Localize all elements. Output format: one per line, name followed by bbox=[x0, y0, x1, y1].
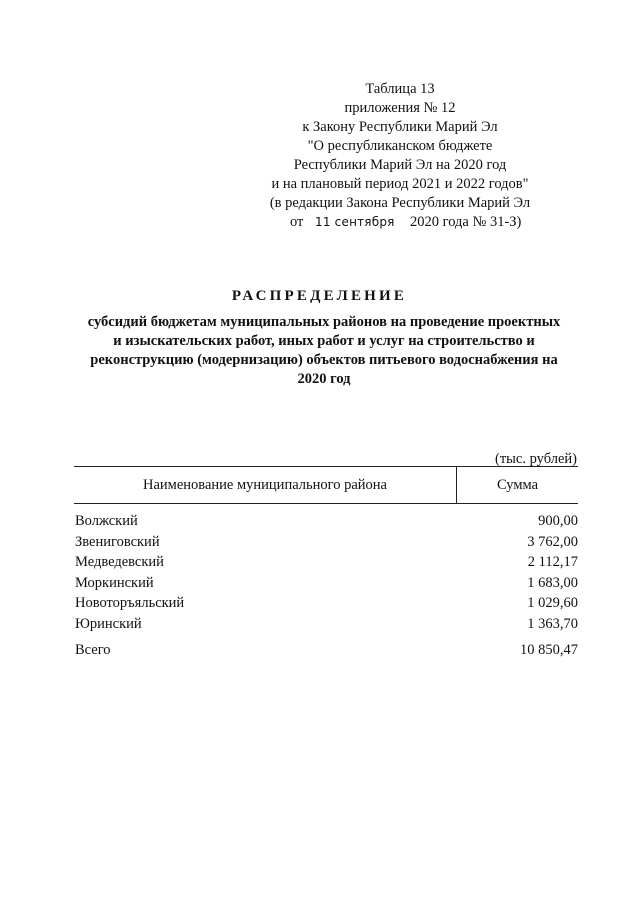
subtitle-line-1: субсидий бюджетам муниципальных районов на проведение проектных bbox=[87, 314, 561, 330]
units-label: (тыс. рублей) bbox=[495, 451, 577, 467]
table-row bbox=[75, 532, 578, 553]
law-reference: к Закону Республики Марий Эл bbox=[302, 119, 498, 135]
table-row bbox=[75, 614, 578, 635]
total-sum: 10 850,47 bbox=[520, 642, 578, 658]
table-header bbox=[74, 466, 578, 504]
date-handwritten: 11 сентября bbox=[315, 215, 395, 229]
document-title: РАСПРЕДЕЛЕНИЕ bbox=[231, 288, 408, 304]
district-name: Звениговский bbox=[75, 533, 160, 550]
district-name: Новоторъяльский bbox=[75, 595, 185, 611]
table-row bbox=[75, 552, 578, 573]
district-name: Моркинский bbox=[75, 574, 154, 591]
district-sum: 1 029,60 bbox=[527, 595, 578, 611]
total-label: Всего bbox=[75, 642, 111, 658]
district-sum: 900,00 bbox=[538, 513, 578, 529]
document-subtitle bbox=[70, 313, 578, 389]
date-prefix: от bbox=[290, 214, 304, 230]
law-title-line-3: и на плановый период 2021 и 2022 годов" bbox=[271, 176, 529, 192]
district-sum: 1 363,70 bbox=[527, 615, 578, 632]
revision-note: (в редакции Закона Республики Марий Эл bbox=[269, 195, 531, 211]
district-name: Юринский bbox=[75, 615, 142, 632]
column-header-sum: Сумма bbox=[496, 477, 539, 493]
table-row bbox=[75, 511, 578, 532]
district-name: Волжский bbox=[75, 513, 138, 529]
date-suffix: 2020 года № 31-З) bbox=[410, 214, 522, 230]
table-total-row bbox=[75, 640, 578, 661]
law-title-line-1: "О республиканском бюджете bbox=[307, 138, 493, 154]
district-sum: 1 683,00 bbox=[527, 574, 578, 591]
column-header-name: Наименование муниципального района bbox=[74, 467, 457, 503]
table-body bbox=[75, 511, 578, 661]
subtitle-line-4: 2020 год bbox=[297, 371, 351, 387]
district-sum: 2 112,17 bbox=[527, 554, 578, 570]
district-sum: 3 762,00 bbox=[527, 533, 578, 550]
subtitle-line-3: реконструкцию (модернизацию) объектов питьевого водоснабжения на bbox=[90, 352, 558, 368]
table-row bbox=[75, 573, 578, 594]
document-header bbox=[240, 80, 560, 232]
appendix-number: приложения № 12 bbox=[344, 100, 456, 116]
revision-date-line bbox=[240, 213, 560, 232]
law-title-line-2: Республики Марий Эл на 2020 год bbox=[293, 157, 507, 173]
table-row bbox=[75, 593, 578, 614]
district-name: Медведевский bbox=[75, 554, 164, 570]
subtitle-line-2: и изыскательских работ, иных работ и услуг на строительство и bbox=[113, 333, 535, 349]
table-number: Таблица 13 bbox=[365, 81, 435, 97]
